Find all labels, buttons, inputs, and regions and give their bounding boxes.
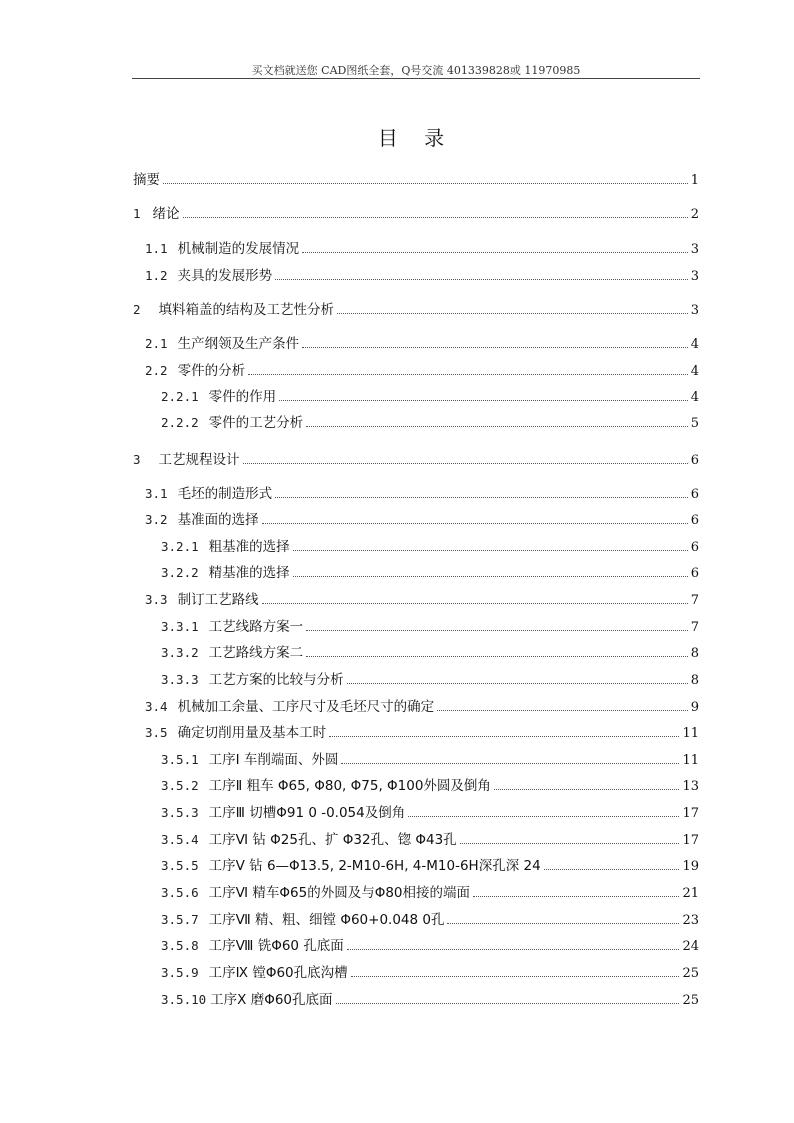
header-rule <box>132 78 700 79</box>
toc-entry-page: 3 <box>690 269 699 284</box>
toc-entry-number: 3.5.4 <box>161 832 199 847</box>
toc-leader <box>347 670 688 684</box>
toc-entry-number: 3.3 <box>145 592 168 607</box>
toc-leader <box>302 239 688 253</box>
toc-entry-page: 21 <box>682 886 699 901</box>
toc-entry-page: 6 <box>690 566 699 581</box>
toc-entry-number: 3 <box>133 452 141 467</box>
toc-entry[interactable] <box>133 643 699 663</box>
toc-entry[interactable] <box>133 883 699 903</box>
toc-entry-page: 8 <box>690 673 699 688</box>
toc-entry-number: 2.1 <box>145 336 168 351</box>
toc-entry-title: 绪论 <box>152 206 180 222</box>
toc-entry-page: 6 <box>690 513 699 528</box>
toc-entry-title: 填料箱盖的结构及工艺性分析 <box>158 302 335 318</box>
toc-entry[interactable] <box>133 910 699 930</box>
toc-entry-title: 工艺路线方案二 <box>208 645 304 661</box>
toc-leader <box>306 413 688 427</box>
toc-entry[interactable] <box>133 936 699 956</box>
toc-entry-page: 19 <box>682 859 699 874</box>
toc-entry-title: 基准面的选择 <box>177 512 259 528</box>
toc-entry-number: 2.2.2 <box>161 415 199 430</box>
toc-leader <box>248 361 688 375</box>
toc-leader <box>275 266 688 280</box>
toc-entry[interactable] <box>133 670 699 690</box>
toc-entry-title: 工艺方案的比较与分析 <box>208 672 344 688</box>
toc-entry-page: 13 <box>682 779 699 794</box>
toc-entry-number: 3.4 <box>145 699 168 714</box>
toc-entry-page: 7 <box>690 593 699 608</box>
toc-leader <box>329 723 679 737</box>
toc-leader <box>447 910 679 924</box>
toc-leader <box>262 510 688 524</box>
toc-entry-title: 工艺规程设计 <box>158 452 240 468</box>
toc-entry[interactable] <box>133 830 699 850</box>
toc-entry-title: 工序Ⅵ 精车Φ65的外圆及与Φ80相接的端面 <box>208 885 470 901</box>
toc-entry-title: 夹具的发展形势 <box>177 268 273 284</box>
toc-leader <box>306 643 688 657</box>
toc-entry-title: 生产纲领及生产条件 <box>177 336 300 352</box>
toc-entry-title: 粗基准的选择 <box>208 539 290 555</box>
toc-entry[interactable] <box>133 204 699 224</box>
toc-entry-number: 3.5.7 <box>161 912 199 927</box>
toc-entry-title: 零件的分析 <box>177 363 246 379</box>
toc-entry[interactable] <box>133 776 699 796</box>
toc-entry[interactable] <box>133 334 699 354</box>
toc-entry[interactable] <box>133 963 699 983</box>
toc-leader <box>347 936 680 950</box>
toc-entry-page: 25 <box>682 966 699 981</box>
toc-leader <box>337 300 688 314</box>
toc-entry-page: 4 <box>690 337 699 352</box>
toc-entry[interactable] <box>133 803 699 823</box>
toc-entry-page: 9 <box>690 700 699 715</box>
toc-entry-number: 3.2.1 <box>161 539 199 554</box>
toc-entry-title: 精基准的选择 <box>208 565 290 581</box>
toc-entry-title: 制订工艺路线 <box>177 592 259 608</box>
toc-entry-page: 4 <box>690 390 699 405</box>
toc-entry-page: 1 <box>690 173 699 188</box>
toc-entry-number: 3.5.6 <box>161 885 199 900</box>
toc-entry-number: 3.5.10 <box>161 992 207 1007</box>
toc-entry-number: 1.1 <box>145 241 168 256</box>
toc-leader <box>306 617 688 631</box>
toc-entry-number: 3.3.2 <box>161 645 199 660</box>
toc-entry-page: 17 <box>682 833 699 848</box>
toc-entry-number: 3.5.5 <box>161 858 199 873</box>
toc-entry-number: 3.3.3 <box>161 672 199 687</box>
toc-leader <box>275 484 688 498</box>
toc-entry-title: 工序Ⅹ 磨Φ60孔底面 <box>210 992 333 1008</box>
toc-entry-page: 17 <box>682 806 699 821</box>
toc-entry-number: 3.2 <box>145 512 168 527</box>
toc-leader <box>408 803 679 817</box>
toc-leader <box>243 450 688 464</box>
toc-entry-title: 摘要 <box>133 172 160 188</box>
toc-leader <box>544 856 680 870</box>
toc-leader <box>293 563 688 577</box>
toc-entry-page: 11 <box>682 753 699 768</box>
toc-entry-number: 3.5.3 <box>161 805 199 820</box>
toc-entry-number: 3.1 <box>145 486 168 501</box>
toc-entry-number: 3.2.2 <box>161 565 199 580</box>
toc-entry[interactable] <box>133 590 699 610</box>
toc-entry-title: 工序Ⅶ 精、粗、细镗 Φ60+0.048 0孔 <box>208 912 445 928</box>
toc-entry-page: 6 <box>690 540 699 555</box>
toc-leader <box>341 750 679 764</box>
toc-leader <box>460 830 680 844</box>
toc-entry-number: 1.2 <box>145 268 168 283</box>
toc-entry-number: 3.5.1 <box>161 752 199 767</box>
toc-entry[interactable] <box>133 697 699 717</box>
toc-entry-page: 8 <box>690 646 699 661</box>
toc-entry-title: 机械加工余量、工序尺寸及毛坯尺寸的确定 <box>177 699 435 715</box>
toc-leader <box>302 334 688 348</box>
toc-entry-page: 3 <box>690 303 699 318</box>
toc-entry-page: 7 <box>690 620 699 635</box>
toc-entry-title: 工序Ⅵ 钻 Φ25孔、扩 Φ32孔、锪 Φ43孔 <box>208 832 457 848</box>
toc-entry[interactable] <box>133 450 699 470</box>
toc-leader <box>293 537 688 551</box>
toc-entry-page: 3 <box>690 242 699 257</box>
toc-entry-title: 工序Ⅰ 车削端面、外圆 <box>208 752 339 768</box>
toc-entry[interactable] <box>133 266 699 286</box>
toc-entry-page: 25 <box>682 993 699 1008</box>
toc-entry-title: 工艺线路方案一 <box>208 619 304 635</box>
toc-leader <box>279 387 688 401</box>
toc-entry-title: 工序Ⅱ 粗车 Φ65, Φ80, Φ75, Φ100外圆及倒角 <box>208 778 491 794</box>
toc-leader <box>336 990 680 1004</box>
toc-entry[interactable] <box>133 537 699 557</box>
toc-leader <box>473 883 679 897</box>
toc-entry[interactable] <box>133 170 699 190</box>
toc-entry[interactable] <box>133 990 699 1010</box>
toc-title: 目 录 <box>377 126 455 150</box>
toc-entry[interactable] <box>133 723 699 743</box>
toc-entry[interactable] <box>133 510 699 530</box>
toc-leader <box>437 697 688 711</box>
toc-entry-number: 3.3.1 <box>161 619 199 634</box>
toc-entry-title: 零件的工艺分析 <box>208 415 304 431</box>
toc-entry-title: 机械制造的发展情况 <box>177 241 300 257</box>
toc-entry-page: 24 <box>682 939 699 954</box>
toc-entry[interactable] <box>133 484 699 504</box>
toc-entry[interactable] <box>133 361 699 381</box>
toc-entry[interactable] <box>133 750 699 770</box>
toc-entry-title: 工序Ⅸ 镗Φ60孔底沟槽 <box>208 965 348 981</box>
toc-entry-page: 4 <box>690 364 699 379</box>
toc-leader <box>262 590 688 604</box>
toc-entry[interactable] <box>133 239 699 259</box>
toc-leader <box>494 776 680 790</box>
toc-entry[interactable] <box>133 387 699 407</box>
toc-leader <box>163 170 688 184</box>
toc-entry-title: 工序Ⅷ 铣Φ60 孔底面 <box>208 938 344 954</box>
toc-entry-title: 零件的作用 <box>208 389 277 405</box>
toc-entry[interactable] <box>133 413 699 433</box>
toc-entry-page: 6 <box>690 453 699 468</box>
toc-entry-page: 2 <box>690 207 699 222</box>
toc-entry-number: 1 <box>133 206 141 221</box>
page-header: 买文档就送您 CAD图纸全套，Q号交流 401339828或 11970985 <box>251 64 581 77</box>
toc-entry-title: 毛坯的制造形式 <box>177 486 273 502</box>
toc-entry-number: 3.5.8 <box>161 938 199 953</box>
toc-entry-title: 确定切削用量及基本工时 <box>177 725 327 741</box>
toc-leader <box>183 204 688 218</box>
toc-entry-number: 2.2 <box>145 363 168 378</box>
toc-entry[interactable] <box>133 563 699 583</box>
toc-entry-number: 3.5.9 <box>161 965 199 980</box>
toc-entry-number: 2 <box>133 302 141 317</box>
toc-entry-number: 3.5.2 <box>161 778 199 793</box>
toc-entry-page: 11 <box>682 726 699 741</box>
toc-entry-page: 23 <box>682 913 699 928</box>
toc-entry[interactable] <box>133 300 699 320</box>
toc-entry-number: 3.5 <box>145 725 168 740</box>
toc-entry-title: 工序Ⅲ 切槽Φ91 0 -0.054及倒角 <box>208 805 406 821</box>
toc-entry-page: 5 <box>690 416 699 431</box>
toc-leader <box>351 963 680 977</box>
toc-entry[interactable] <box>133 617 699 637</box>
toc-entry-number: 2.2.1 <box>161 389 199 404</box>
toc-entry-page: 6 <box>690 487 699 502</box>
toc-entry[interactable] <box>133 856 699 876</box>
toc-entry-title: 工序Ⅴ 钻 6—Φ13.5, 2-M10-6H, 4-M10-6H深孔深 24 <box>208 858 541 874</box>
